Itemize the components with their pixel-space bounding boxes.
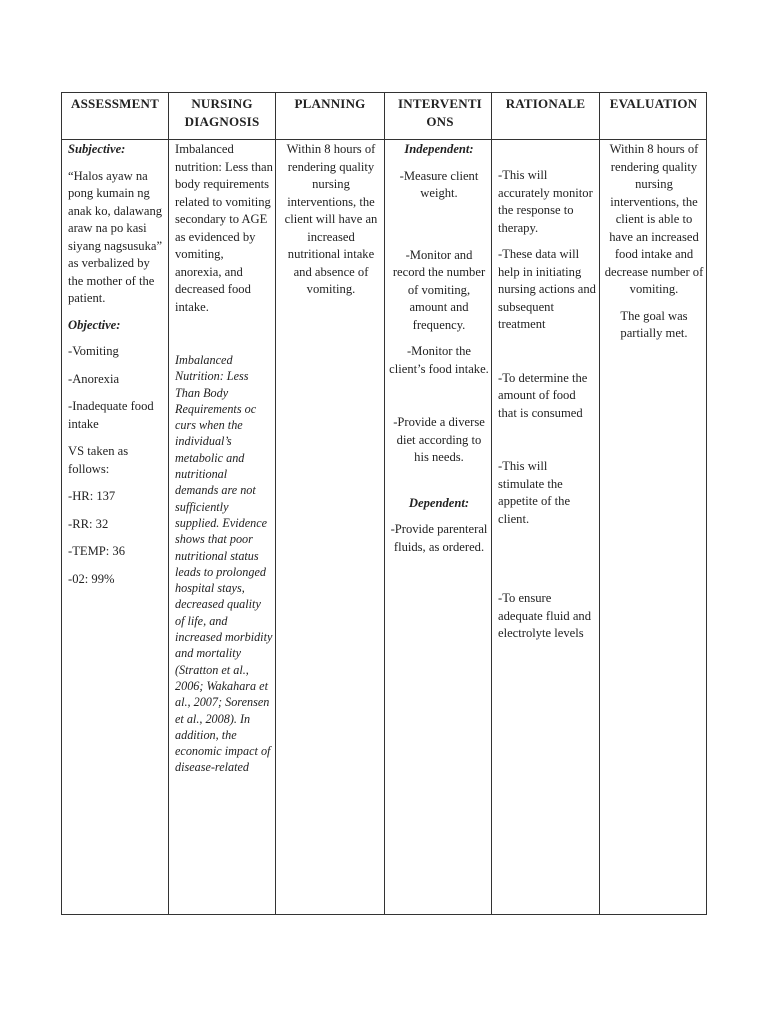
independent-label: Independent: xyxy=(404,142,474,156)
rationale-cell xyxy=(498,139,596,643)
nursing-care-plan-table xyxy=(61,92,707,915)
diagnosis-statement: Imbalanced nutrition: Less than body requirements related to vomiting secondary to AGE as evidenced by vomiting, anorexia, and decreased food intake. xyxy=(175,142,273,314)
intervention-item: -Measure client weight. xyxy=(399,168,479,200)
rationale-item: -This will accurately monitor the response to therapy. xyxy=(498,168,593,235)
rationale-item: -These data will help in initiating nursing actions and subsequent treatment xyxy=(498,247,596,331)
header-interventions: INTERVENTI ONS xyxy=(398,96,482,129)
diagnosis-rationale: Imbalanced Nutrition: Less Than Body Requirements oc curs when the individual’s metabolic and nutritional demands are not sufficiently supplied. Evidence shows that poor nutritional status leads to prolonged hospital stays, decreased quality of life, and increased morbidity and mortality (Stratton et al., 2006; Wakahara et al., 2007; Sorensen et al., 2008). In addition, the economic impact of disease-related xyxy=(175,353,273,775)
planning-cell xyxy=(281,139,381,299)
objective-item: VS taken as follows: xyxy=(68,444,129,476)
header-nursing-diagnosis: NURSING DIAGNOSIS xyxy=(184,96,260,129)
header-rationale: RATIONALE xyxy=(505,96,586,111)
assessment-cell xyxy=(68,139,164,588)
header-assessment: ASSESSMENT xyxy=(71,96,159,111)
diagnosis-cell xyxy=(175,139,273,776)
objective-item: -Inadequate food intake xyxy=(68,399,154,431)
header-planning: PLANNING xyxy=(294,96,366,111)
intervention-item: -Provide parenteral fluids, as ordered. xyxy=(390,522,488,554)
column-divider xyxy=(168,93,169,914)
column-divider xyxy=(275,93,276,914)
column-divider xyxy=(491,93,492,914)
evaluation-text: Within 8 hours of rendering quality nursing interventions, the client is able to have an increased food intake and decrease number of vomiting. xyxy=(604,142,704,296)
objective-item: -02: 99% xyxy=(68,571,115,586)
subjective-label: Subjective: xyxy=(68,142,126,156)
dependent-label: Dependent: xyxy=(408,495,470,510)
evaluation-cell xyxy=(603,139,705,343)
header-evaluation: EVALUATION xyxy=(609,96,698,111)
planning-text: Within 8 hours of rendering quality nursing interventions, the client will have an increased nutritional intake and absence of vomiting. xyxy=(284,142,378,296)
objective-item: -Vomiting xyxy=(68,344,119,358)
objective-item: -HR: 137 xyxy=(68,489,116,503)
interventions-cell xyxy=(389,139,489,556)
subjective-quote: “Halos ayaw na pong kumain ng anak ko, dalawang araw na po kasi siyang nagsusuka” as verbalized by the mother of the patient. xyxy=(68,168,163,305)
column-divider xyxy=(384,93,385,914)
rationale-item: -To ensure adequate fluid and electrolyte levels xyxy=(498,591,592,640)
intervention-item: -Monitor the client’s food intake. xyxy=(389,344,489,376)
objective-item: -RR: 32 xyxy=(68,516,109,531)
evaluation-goal: The goal was partially met. xyxy=(620,308,688,340)
objective-label: Objective: xyxy=(68,317,121,332)
intervention-item: -Provide a diverse diet according to his needs. xyxy=(393,415,485,464)
objective-item: -Anorexia xyxy=(68,371,120,386)
column-divider xyxy=(599,93,600,914)
rationale-item: -To determine the amount of food that is consumed xyxy=(498,370,588,420)
objective-item: -TEMP: 36 xyxy=(68,544,126,558)
intervention-item: -Monitor and record the number of vomiting, amount and frequency. xyxy=(392,247,486,332)
rationale-item: -This will stimulate the appetite of the client. xyxy=(498,459,571,526)
